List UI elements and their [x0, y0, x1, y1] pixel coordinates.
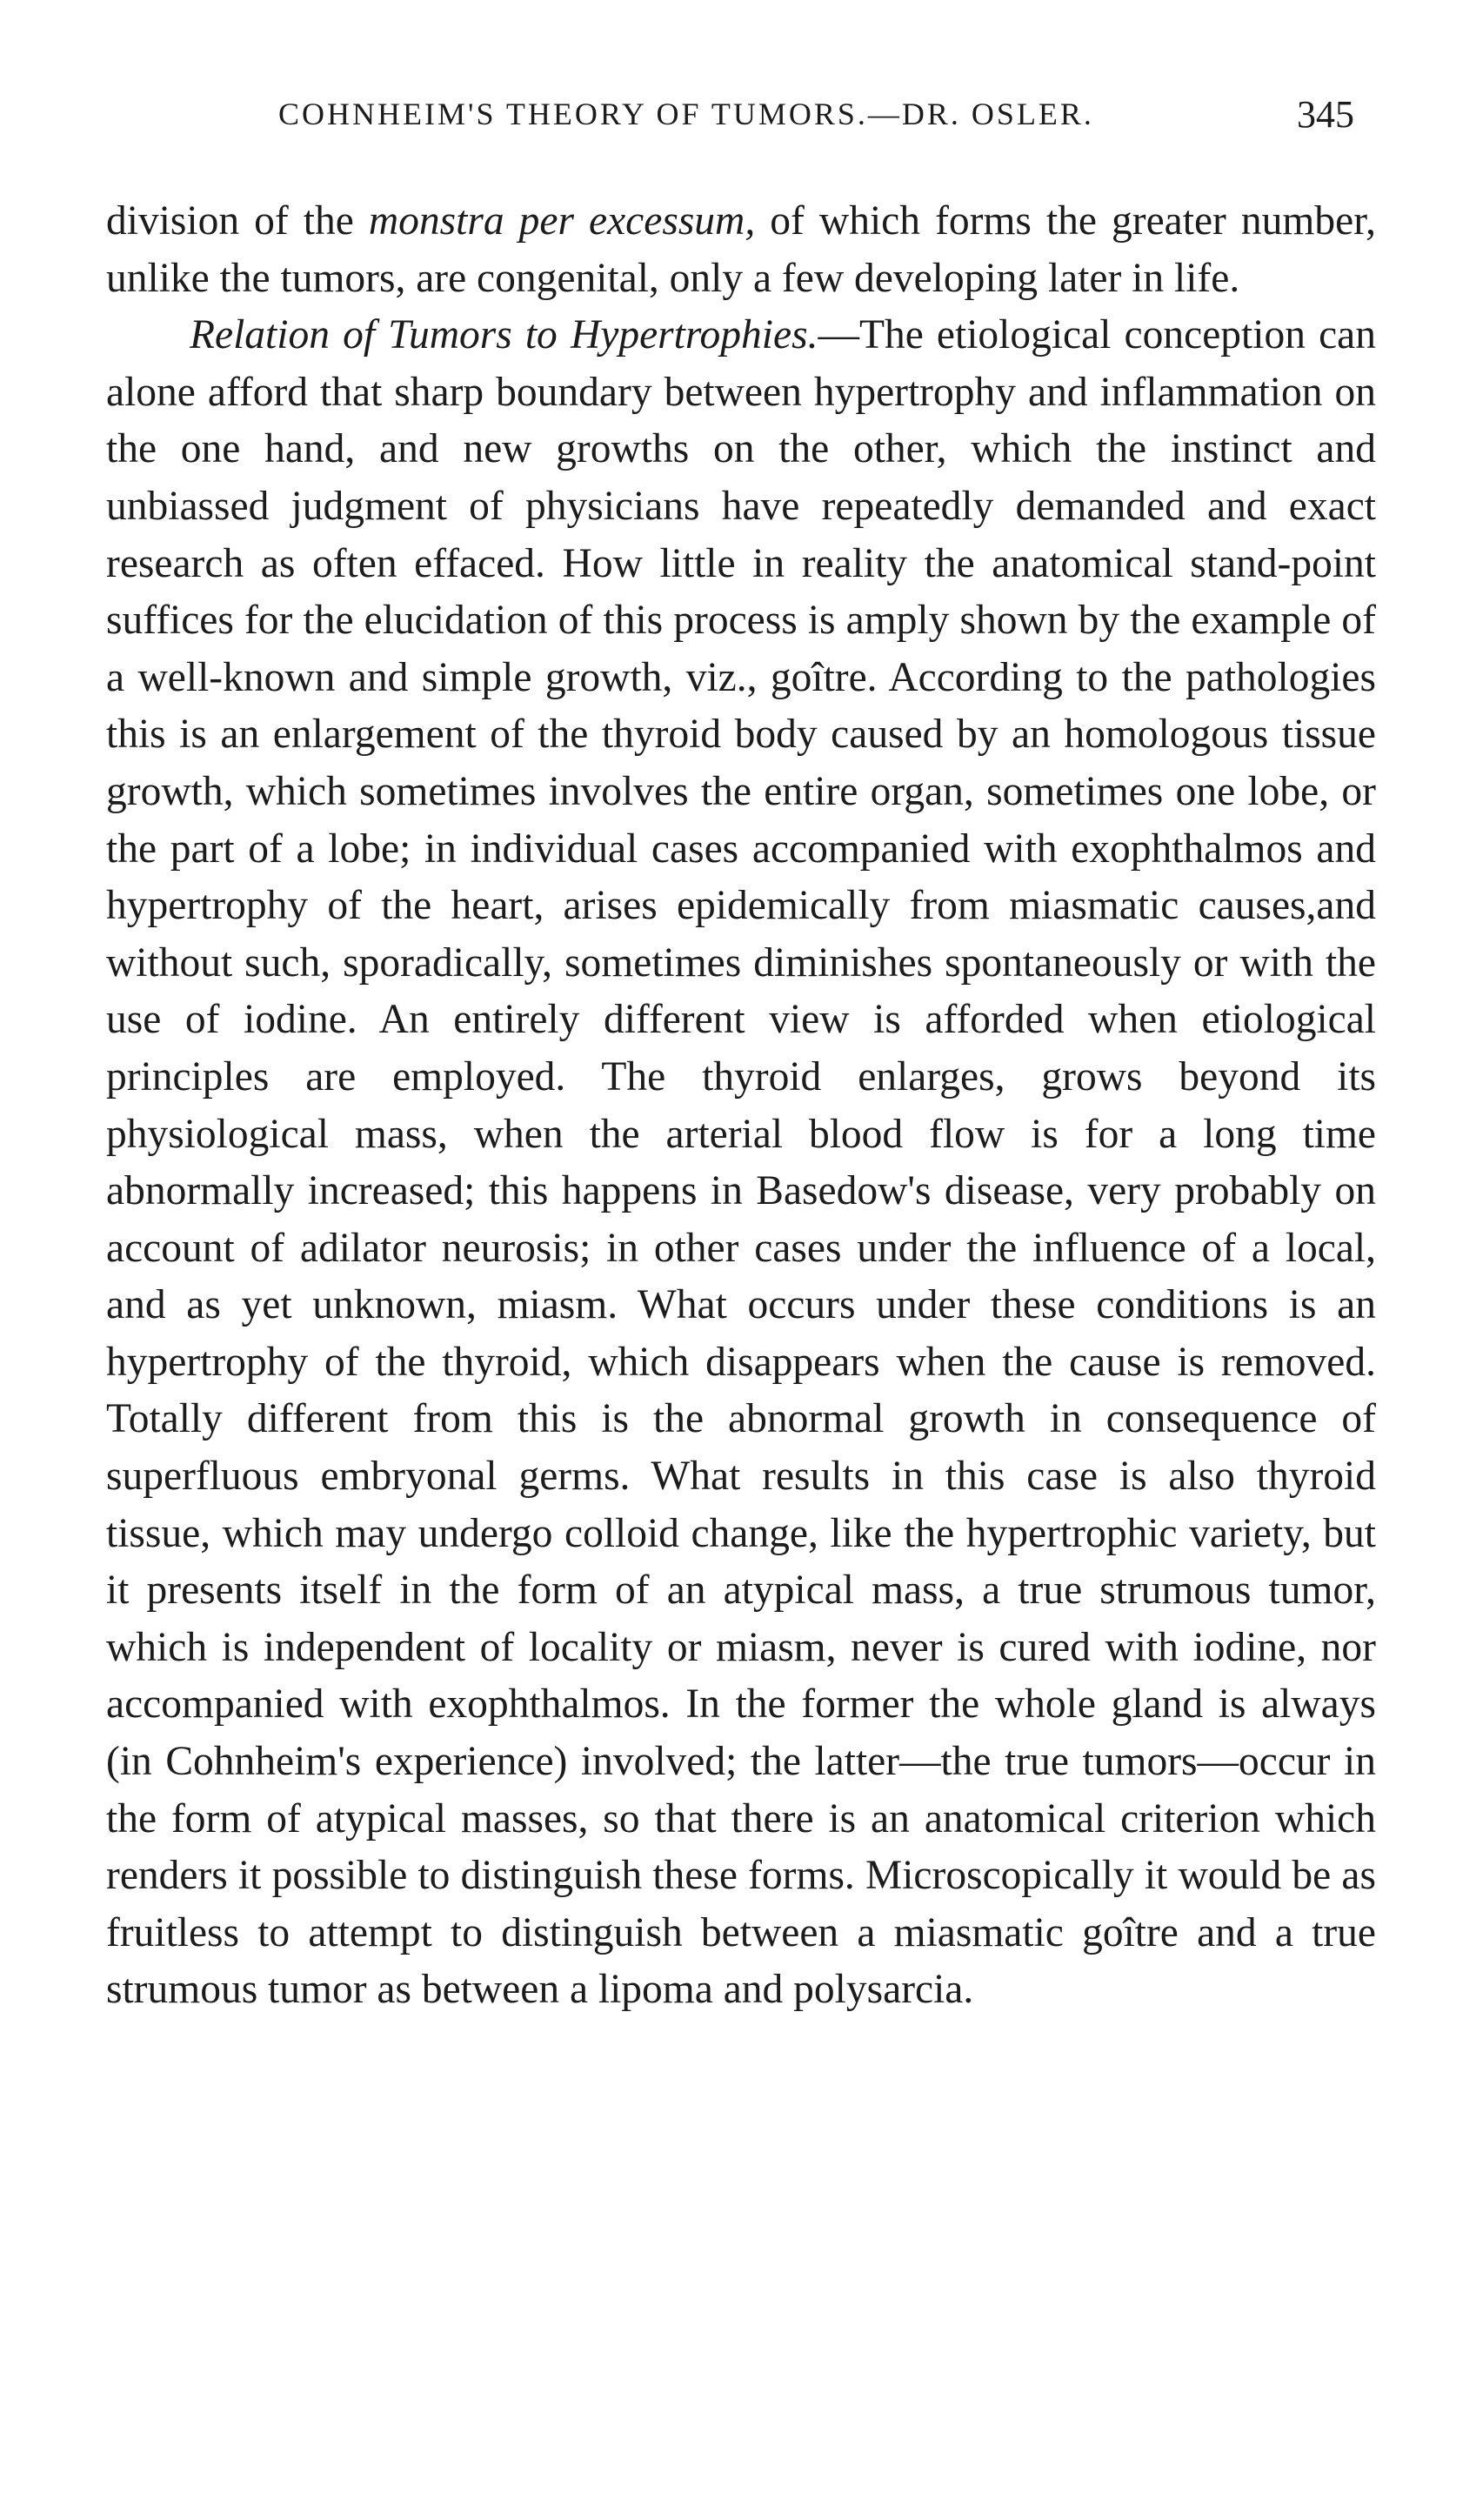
- running-head: COHNHEIM'S THEORY OF TUMORS.—DR. OSLER.: [278, 97, 1094, 131]
- paragraph-text: division of the: [106, 198, 369, 244]
- paragraph-relation-of-tumors: [106, 307, 1376, 2019]
- paragraph-text: of which forms the greater number, unlike the tumors, are congenital, only a few developing later in life.: [106, 198, 1376, 301]
- paragraph-continuation: [106, 193, 1376, 307]
- page-number: 345: [1297, 93, 1354, 136]
- paragraph-text: —The etiological conception can alone afford that sharp boundary between hypertrophy and inflammation on the one hand, and new growths on the other, which the instinct and unbiassed judgment of physicians have repeatedly demanded and exact research as often effaced. How little in reality the anatomical stand-point suffices for the elucidation of this process is amply shown by the example of a well-known and simple growth, viz., goître. According to the pathologies this is an enlargement of the thyroid body caused by an homologous tissue growth, which sometimes involves the entire organ, sometimes one lobe, or the part of a lobe; in individual cases accompanied with exophthalmos and hypertrophy of the heart, arises epidemically from miasmatic causes,and without such, sporadically, sometimes diminishes spontaneously or with the use of iodine. An entirely different view is afforded when etiological principles are employed. The thyroid enlarges, grows beyond its physiological mass, when the arterial blood flow is for a long time abnormally increased; this happens in Basedow's disease, very probably on account of adilator neurosis; in other cases under the influence of a local, and as yet unknown, miasm. What occurs under these conditions is an hypertrophy of the thyroid, which disappears when the cause is removed. Totally different from this is the abnormal growth in consequence of superfluous embryonal germs. What results in this case is also thyroid tissue, which may undergo colloid change, like the hypertrophic variety, but it presents itself in the form of an atypical mass, a true strumous tumor, which is independent of locality or miasm, never is cured with iodine, nor accompanied with exophthalmos. In the former the whole gland is always (in Cohnheim's experience) involved; the latter—the true tumors—occur in the form of atypical masses, so that there is an anatomical criterion which renders it possible to distinguish these forms. Microscopically it would be as fruitless to attempt to distinguish between a miasmatic goître and a true strumous tumor as between a lipoma and polysarcia.: [106, 312, 1376, 2013]
- italic-phrase: monstra per excessum,: [368, 198, 756, 244]
- section-heading: Relation of Tumors to Hypertrophies.: [190, 312, 818, 358]
- body-text: [106, 193, 1376, 2019]
